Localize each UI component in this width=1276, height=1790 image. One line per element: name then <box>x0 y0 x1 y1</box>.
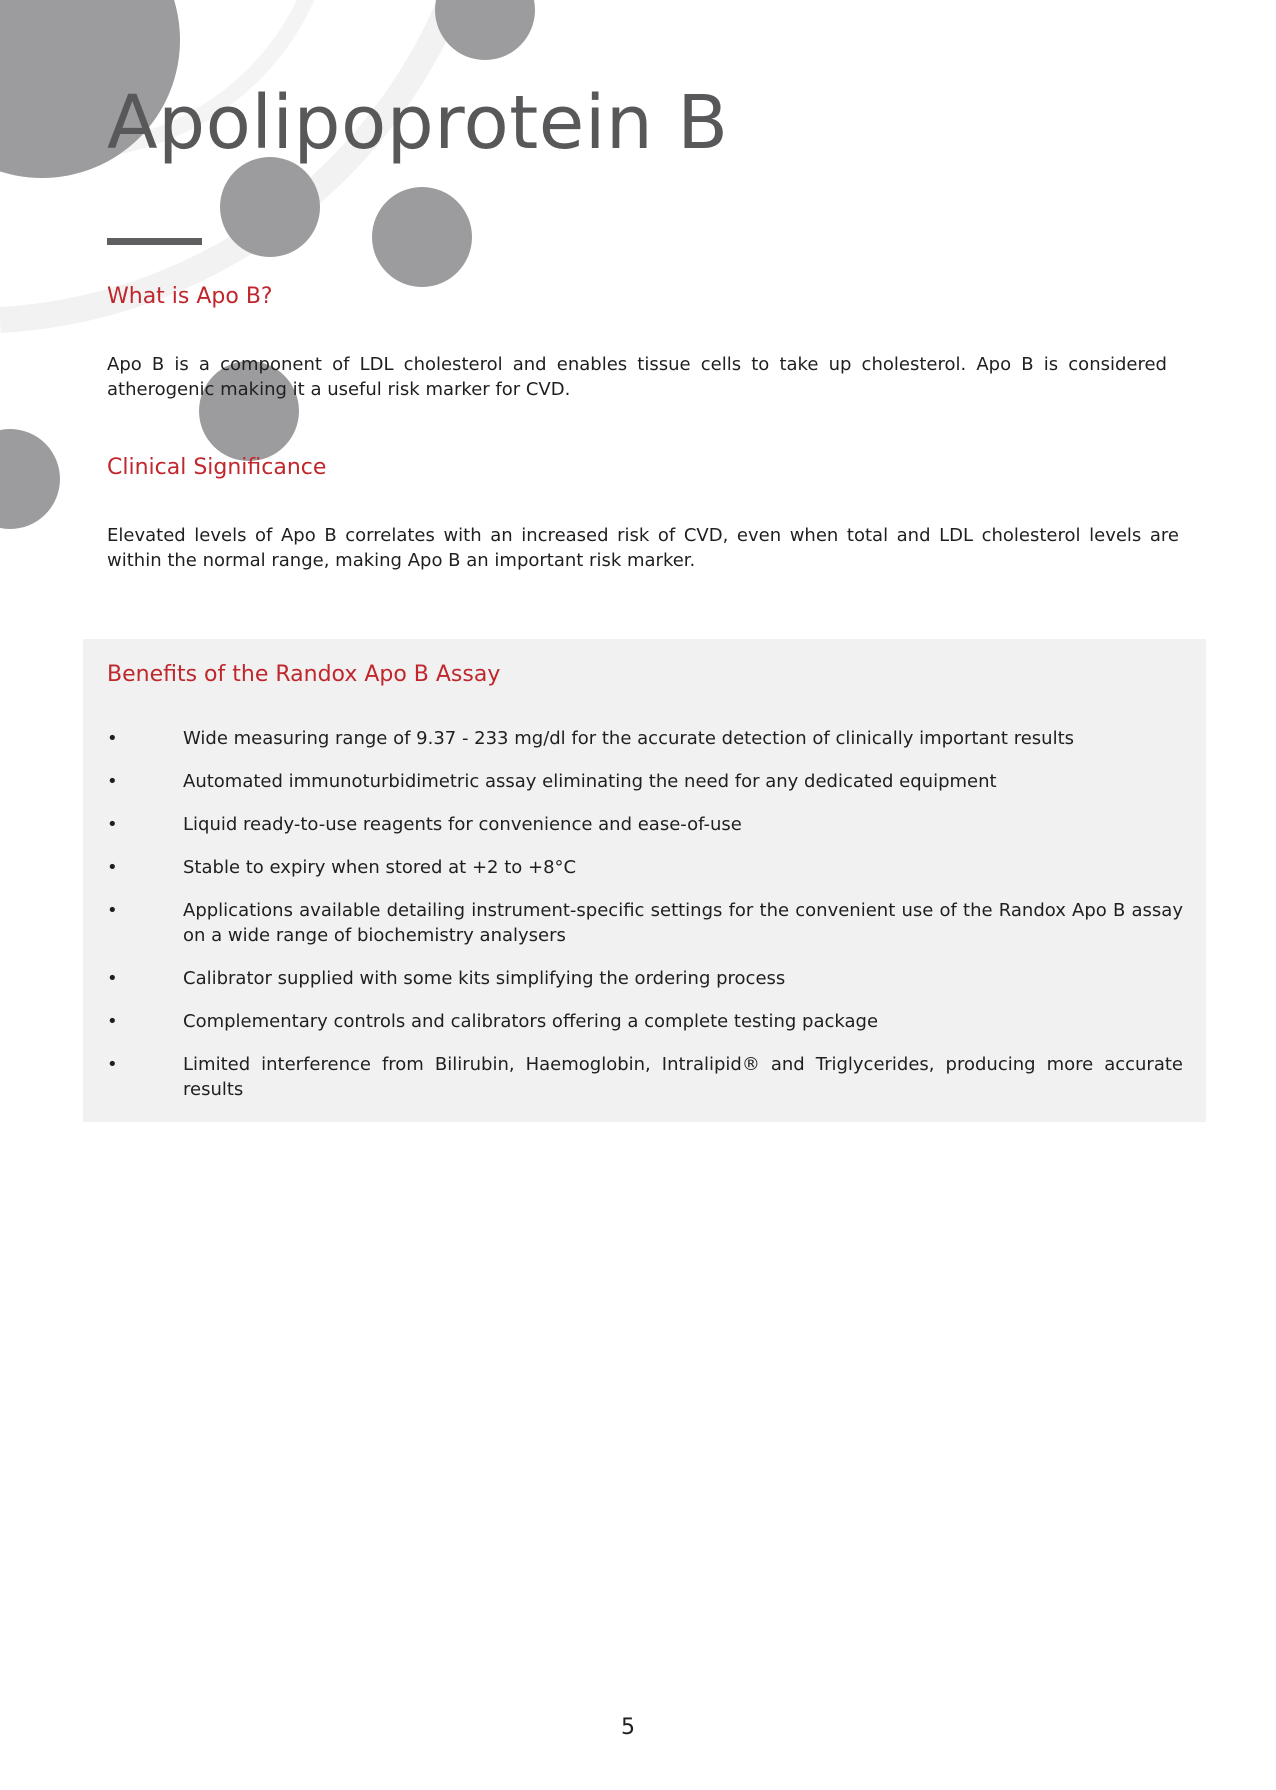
bullet-marker: • <box>107 1011 118 1032</box>
list-item <box>107 726 1167 751</box>
list-item-text: Complementary controls and calibrators offering a complete testing package <box>183 1011 879 1032</box>
list-item-text: Calibrator supplied with some kits simplifying the ordering process <box>183 968 786 989</box>
list-item-text: Limited interference from Bilirubin, Haemoglobin, Intralipid® and Triglycerides, producing more accurate results <box>183 1054 1183 1100</box>
list-item <box>107 1009 1167 1034</box>
clinical-heading: Clinical Significance <box>107 455 327 480</box>
bullet-marker: • <box>107 814 118 835</box>
list-item-text: Applications available detailing instrument-specific settings for the convenient use of the Randox Apo B assay on a wide range of biochemistry analysers <box>183 900 1183 946</box>
page-number: 5 <box>621 1715 635 1740</box>
list-item <box>107 966 1167 991</box>
list-item <box>107 855 1167 880</box>
benefits-heading: Benefits of the Randox Apo B Assay <box>107 662 501 687</box>
list-item <box>107 812 1167 837</box>
list-item-text: Wide measuring range of 9.37 - 233 mg/dl for the accurate detection of clinically important results <box>183 728 1075 749</box>
list-item-text: Stable to expiry when stored at +2 to +8°C <box>183 857 577 878</box>
clinical-body: Elevated levels of Apo B correlates with an increased risk of CVD, even when total and LDL cholesterol levels are within the normal range, making Apo B an important risk marker. <box>107 525 1179 571</box>
list-item <box>107 769 1167 794</box>
bullet-marker: • <box>107 771 118 792</box>
list-item <box>107 898 1183 948</box>
what-is-body: Apo B is a component of LDL cholesterol and enables tissue cells to take up cholesterol. Apo B is considered atherogenic making it a useful risk marker for CVD. <box>107 354 1167 400</box>
list-item-text: Liquid ready-to-use reagents for convenience and ease-of-use <box>183 814 742 835</box>
bullet-marker: • <box>107 1054 118 1075</box>
page-title: Apolipoprotein B <box>107 80 729 166</box>
what-is-heading: What is Apo B? <box>107 284 273 309</box>
bullet-marker: • <box>107 728 118 749</box>
title-underline <box>107 238 202 245</box>
bullet-marker: • <box>107 968 118 989</box>
bullet-marker: • <box>107 900 118 921</box>
list-item <box>107 1052 1183 1102</box>
bullet-marker: • <box>107 857 118 878</box>
benefits-list <box>107 726 1183 1120</box>
list-item-text: Automated immunoturbidimetric assay eliminating the need for any dedicated equipment <box>183 771 997 792</box>
